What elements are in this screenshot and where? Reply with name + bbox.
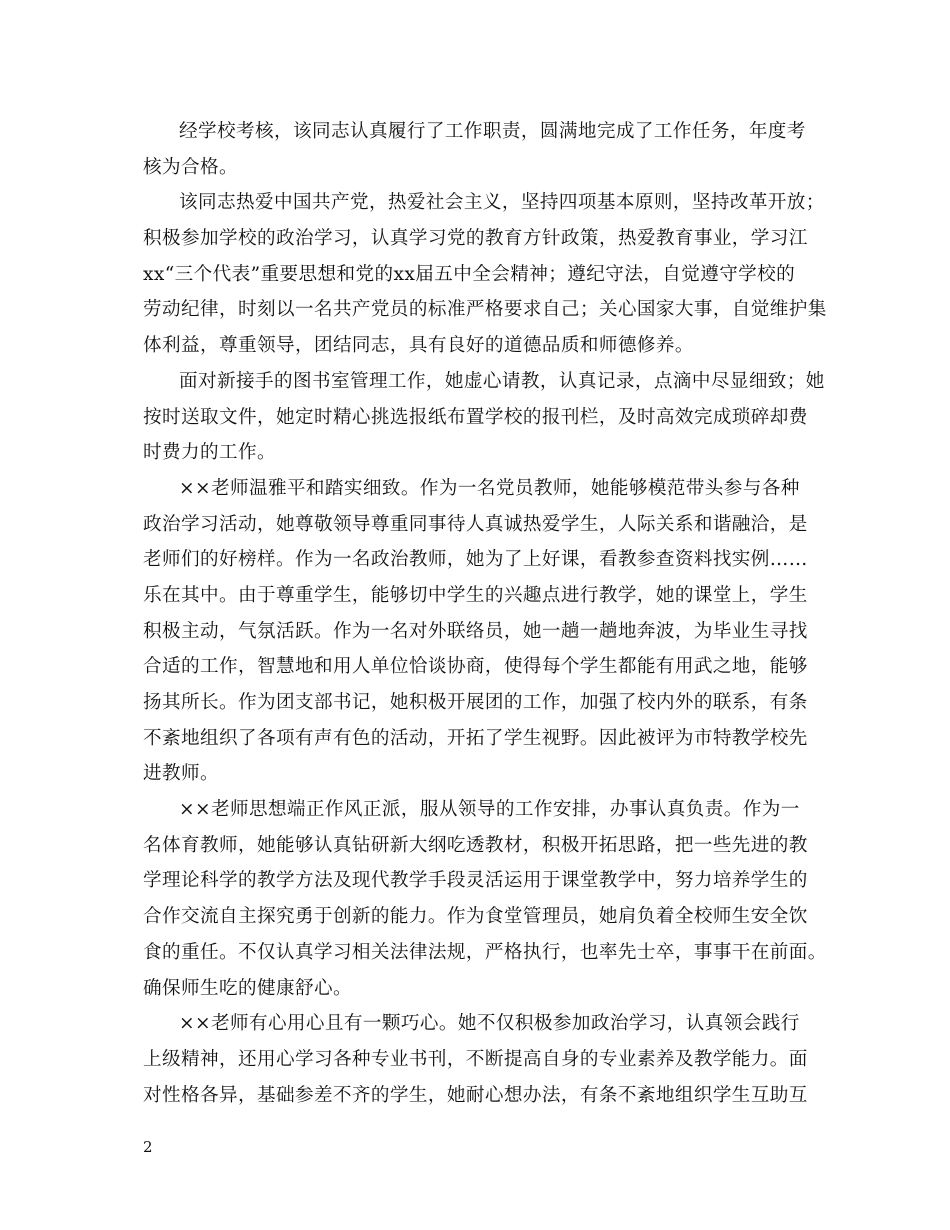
text-line: 乐在其中。由于尊重学生，能够切中学生的兴趣点进行教学，她的课堂上，学生 [143,584,808,606]
text-line: 不紊地组织了各项有声有色的活动，开拓了学生视野。因此被评为市特教学校先 [143,727,808,749]
text-line: 食的重任。不仅认真学习相关法律法规，严格执行，也率先士卒，事事干在前面。 [143,941,827,963]
text-line: 政治学习活动，她尊敬领导尊重同事待人真诚热爱学生，人际关系和谐融洽，是 [143,513,808,535]
paragraph-assessment [143,114,823,185]
text-line: 进教师。 [143,763,219,785]
text-line: 确保师生吃的健康舒心。 [143,977,352,999]
text-line: 积极参加学校的政治学习，认真学习党的教育方针政策，热爱教育事业，学习江 [143,228,808,250]
text-line: 按时送取文件，她定时精心挑选报纸布置学校的报刊栏，及时高效完成琐碎却费 [143,406,808,428]
page-number: 2 [143,1138,153,1156]
text-line: 老师们的好榜样。作为一名政治教师，她为了上好课，看教参查资料找实例…… [143,549,808,571]
text-line: 该同志热爱中国共产党，热爱社会主义，坚持四项基本原则，坚持改革开放； [179,192,825,214]
text-line: 合作交流自主探究勇于创新的能力。作为食堂管理员，她肩负着全校师生安全饮 [143,906,808,928]
text-line: 学理论科学的教学方法及现代教学手段灵活运用于课堂教学中，努力培养学生的 [143,870,808,892]
text-line: 体利益，尊重领导，团结同志，具有良好的道德品质和师德修养。 [143,335,694,357]
paragraph-politics-teacher [143,471,823,792]
text-line: ××老师温雅平和踏实细致。作为一名党员教师，她能够模范带头参与各种 [179,477,800,499]
paragraph-pe-teacher [143,792,827,1006]
document-body [143,114,827,1113]
text-line: 合适的工作，智慧地和用人单位恰谈协商，使得每个学生都能有用武之地，能够 [143,656,808,678]
text-line: xx“三个代表”重要思想和党的xx届五中全会精神；遵纪守法，自觉遵守学校的 [143,263,796,285]
text-line: 积极主动，气氛活跃。作为一名对外联络员，她一趟一趟地奔波，为毕业生寻找 [143,620,808,642]
text-line: 劳动纪律，时刻以一名共产党员的标准严格要求自己；关心国家大事，自觉维护集 [143,299,827,321]
paragraph-dedicated-teacher [143,1006,823,1113]
text-line: 面对新接手的图书室管理工作，她虚心请教，认真记录，点滴中尽显细致；她 [179,370,825,392]
text-line: 对性格各异，基础参差不齐的学生，她耐心想办法，有条不紊地组织学生互助互 [143,1084,808,1106]
text-line: 时费力的工作。 [143,442,276,464]
text-line: 核为合格。 [143,156,238,178]
text-line: 名体育教师，她能够认真钻研新大纲吃透教材，积极开拓思路，把一些先进的教 [143,834,808,856]
text-line: 经学校考核，该同志认真履行了工作职责，圆满地完成了工作任务，年度考 [179,121,806,142]
text-line: 上级精神，还用心学习各种专业书刊，不断提高自身的专业素养及教学能力。面 [143,1048,808,1070]
text-line: 扬其所长。作为团支部书记，她积极开展团的工作，加强了校内外的联系，有条 [143,692,808,713]
paragraph-library [143,364,823,471]
text-line: ××老师思想端正作风正派，服从领导的工作安排，办事认真负责。作为一 [179,799,800,821]
text-line: ××老师有心用心且有一颗巧心。她不仅积极参加政治学习，认真领会践行 [179,1013,800,1035]
paragraph-political [143,185,827,363]
